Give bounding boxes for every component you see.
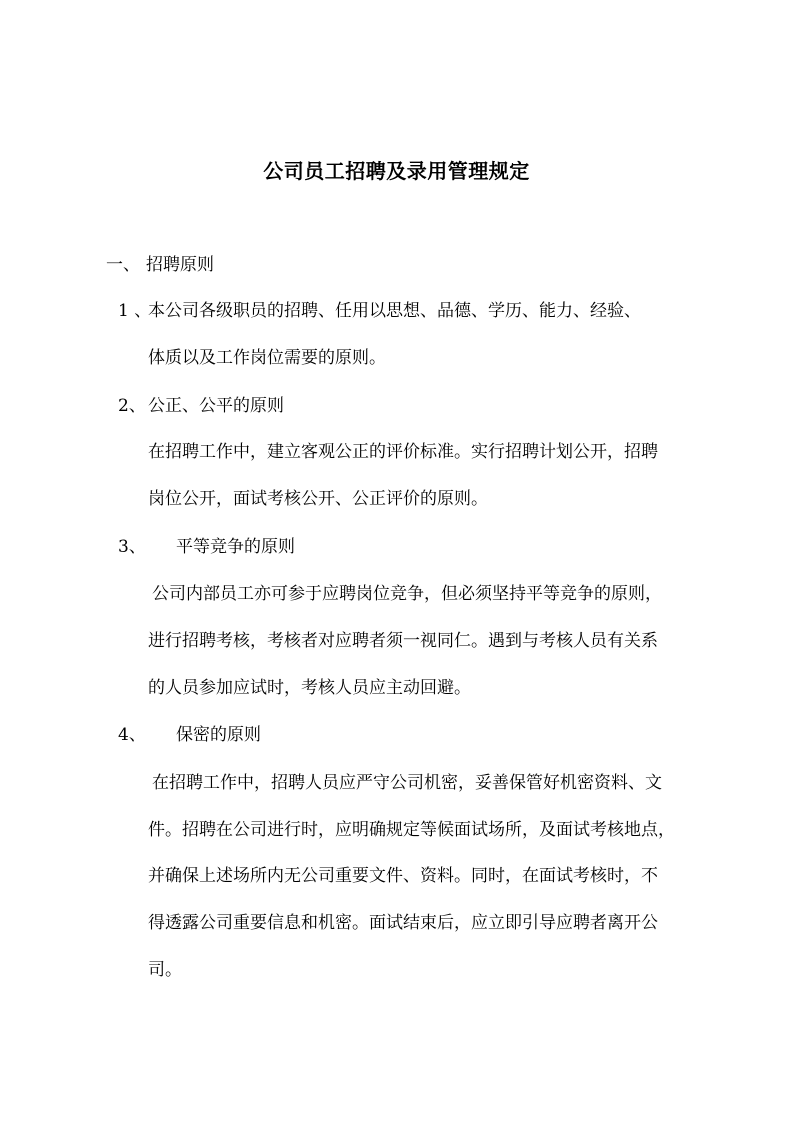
paragraph-line: 岗位公开，面试考核公开、公正评价的原则。: [148, 489, 488, 509]
section-number: 一、: [106, 255, 140, 275]
page-title: 公司员工招聘及录用管理规定: [263, 159, 530, 183]
paragraph-line: 进行招聘考核，考核者对应聘者须一视同仁。遇到与考核人员有关系: [148, 631, 658, 651]
paragraph-line: 并确保上述场所内无公司重要文件、资料。同时，在面试考核时，不: [148, 866, 658, 886]
paragraph-line: 在招聘工作中，招聘人员应严守公司机密，妥善保管好机密资料、文: [152, 773, 662, 793]
item-heading: 公正、公平的原则: [148, 396, 284, 416]
item-text-continued: 体质以及工作岗位需要的原则。: [148, 348, 386, 368]
list-item: [118, 533, 295, 561]
list-item: [118, 721, 261, 749]
paragraph-line: 在招聘工作中，建立客观公正的评价标准。实行招聘计划公开，招聘: [148, 442, 658, 462]
item-number: 3、: [118, 537, 146, 557]
paragraph-line: 司。: [148, 960, 182, 980]
item-heading: 保密的原则: [176, 725, 261, 745]
paragraph-line: 的人员参加应试时，考核人员应主动回避。: [148, 678, 471, 698]
item-heading: 平等竞争的原则: [176, 537, 295, 557]
section-title: 招聘原则: [146, 255, 214, 275]
paragraph-line: 件。招聘在公司进行时，应明确规定等候面试场所，及面试考核地点，: [148, 820, 675, 840]
item-text: 本公司各级职员的招聘、任用以思想、品德、学历、能力、经验、: [148, 301, 641, 321]
item-number: 1 、: [118, 301, 152, 321]
paragraph-line: 得透露公司重要信息和机密。面试结束后，应立即引导应聘者离开公: [148, 913, 658, 933]
item-number: 2、: [118, 396, 146, 416]
list-item: [118, 392, 284, 420]
item-number: 4、: [118, 725, 146, 745]
paragraph-line: 公司内部员工亦可参于应聘岗位竞争，但必须坚持平等竞争的原则，: [152, 584, 662, 604]
section-heading: [106, 251, 214, 279]
list-item: [118, 297, 641, 325]
